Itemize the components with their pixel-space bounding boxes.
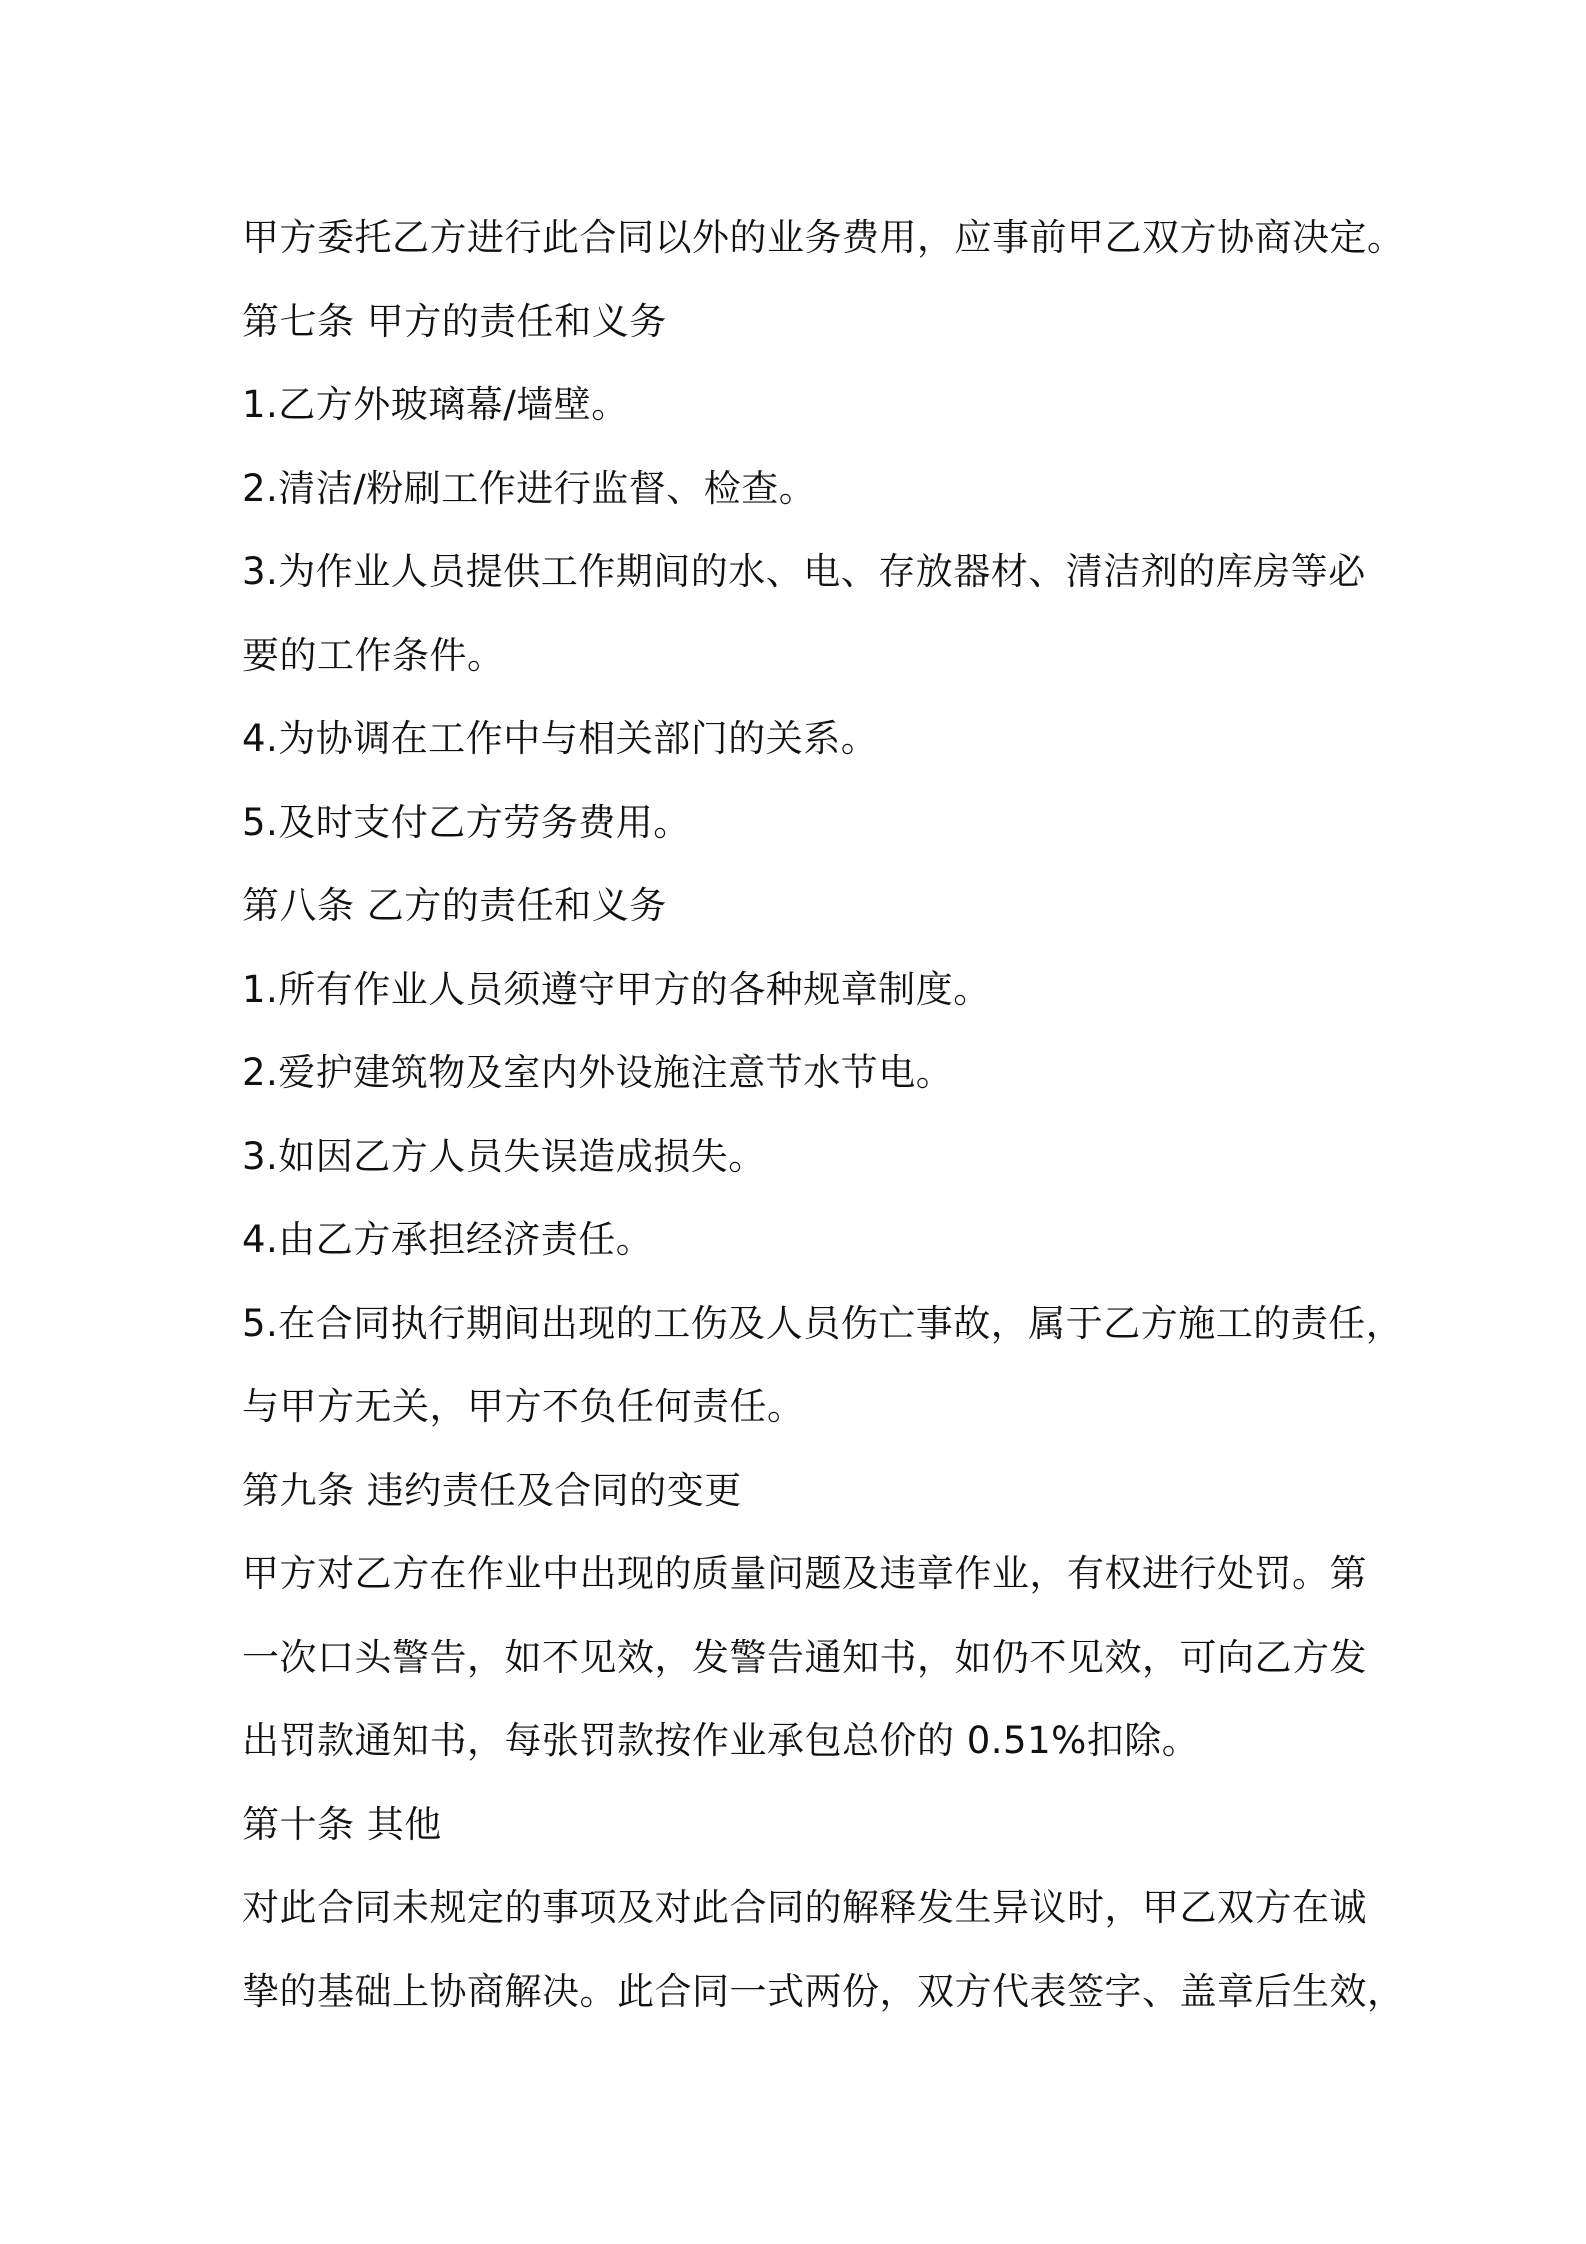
paragraph-line: 甲方对乙方在作业中出现的质量问题及违章作业，有权进行处罚。第	[242, 1552, 1367, 1595]
paragraph-line: 出罚款通知书，每张罚款按作业承包总价的 0.51%扣除。	[242, 1719, 1200, 1762]
paragraph-line: 对此合同未规定的事项及对此合同的解释发生异议时，甲乙双方在诚	[242, 1886, 1367, 1929]
paragraph-line: 甲方委托乙方进行此合同以外的业务费用，应事前甲乙双方协商决定。	[242, 216, 1405, 259]
list-item: 2.爱护建筑物及室内外设施注意节水节电。	[242, 1051, 954, 1094]
list-item: 2.清洁/粉刷工作进行监督、检查。	[242, 466, 817, 510]
section-heading-article-9: 第九条 违约责任及合同的变更	[242, 1468, 742, 1512]
list-item: 5.在合同执行期间出现的工伤及人员伤亡事故，属于乙方施工的责任，	[242, 1301, 1404, 1345]
list-item: 1.所有作业人员须遵守甲方的各种规章制度。	[242, 967, 991, 1011]
list-item-continuation: 与甲方无关，甲方不负任何责任。	[242, 1385, 805, 1428]
list-item: 5.及时支付乙方劳务费用。	[242, 800, 691, 844]
list-item: 3.如因乙方人员失误造成损失。	[242, 1134, 766, 1178]
section-heading-article-7: 第七条 甲方的责任和义务	[242, 299, 667, 343]
paragraph-line: 挚的基础上协商解决。此合同一式两份，双方代表签字、盖章后生效，	[242, 1969, 1405, 2013]
document-body	[242, 196, 1405, 2033]
list-item: 3.为作业人员提供工作期间的水、电、存放器材、清洁剂的库房等必	[242, 550, 1366, 593]
list-item: 4.由乙方承担经济责任。	[242, 1218, 654, 1261]
list-item: 1.乙方外玻璃幕/墙壁。	[242, 383, 629, 426]
section-heading-article-10: 第十条 其他	[242, 1802, 442, 1846]
list-item: 4.为协调在工作中与相关部门的关系。	[242, 717, 879, 760]
section-heading-article-8: 第八条 乙方的责任和义务	[242, 884, 667, 927]
paragraph-line: 一次口头警告，如不见效，发警告通知书，如仍不见效，可向乙方发	[242, 1635, 1367, 1679]
list-item-continuation: 要的工作条件。	[242, 633, 505, 677]
